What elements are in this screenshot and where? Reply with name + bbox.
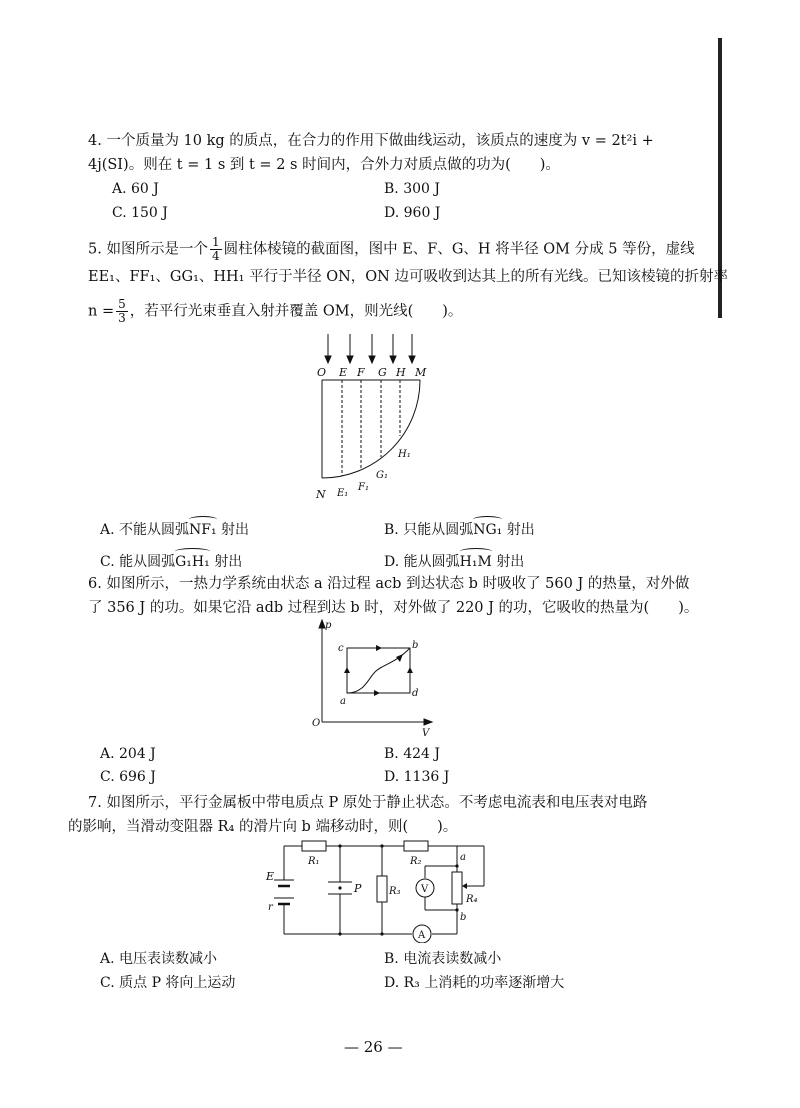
q5-line3-start: n = [88,303,115,320]
label-R3: R₃ [389,886,401,897]
q6-line2: 了 356 J 的功。如果它沿 adb 过程到达 b 时，对外做了 220 J 的功，它吸收的热量为( )。 [88,600,699,616]
q4-line1: 4. 一个质量为 10 kg 的质点，在合力的作用下做曲线运动，该质点的速度为 v = 2t²i + [88,133,654,149]
q4-option-c: C. 150 J [112,205,168,221]
q5-line1-end: 圆柱体棱镜的截面图，图中 E、F、G、H 将半径 OM 分成 5 等份，虚线 [223,241,695,258]
q6-option-d: D. 1136 J [384,769,450,785]
label-F1: F₁ [358,482,369,493]
axis-label-V: V [422,728,430,739]
point-label-d: d [412,688,419,699]
q6-pv-diagram [310,616,440,740]
q5-c-arc: G₁H₁ [175,550,210,571]
q5-fraction-n [116,298,128,325]
particle-P [338,886,341,889]
node-a [455,864,458,867]
q4-line2: 4j(SI)。则在 t = 1 s 到 t = 2 s 时间内，合外力对质点做的功为( )。 [88,157,560,173]
label-b: b [460,912,467,923]
q5-option-d [384,550,524,571]
q5-option-b [384,518,535,539]
q5-line1-start: 5. 如图所示是一个 [88,241,208,258]
label-R2: R₂ [410,856,422,867]
origin-label-O: O [312,718,321,729]
q5-option-a [100,518,249,539]
arrow-curve [396,654,403,662]
label-r: r [268,902,273,913]
label-G1: G₁ [376,470,388,481]
q5-frac2-num: 5 [118,297,126,311]
arc-NM [322,380,420,478]
page-number: — 26 — [344,1038,403,1056]
curve-ab [347,648,410,693]
resistor-R2 [404,841,428,851]
arrow-ac [344,667,350,673]
q5-b-prefix: B. 只能从圆弧 [384,522,474,538]
node-b [455,908,458,911]
label-G: G [378,366,387,379]
q4-option-b: B. 300 J [384,181,440,197]
q4-option-d: D. 960 J [384,205,441,221]
q5-a-arc: NF₁ [189,518,217,539]
label-O: O [317,366,327,379]
label-R4: R₄ [466,894,478,905]
arrow-cb [376,645,382,651]
q5-prism-figure [300,330,450,505]
q6-option-c: C. 696 J [100,769,156,785]
process-rectangle [347,648,410,693]
label-N: N [316,488,326,501]
q5-frac1-num: 1 [211,235,220,249]
q7-option-d: D. R₃ 上消耗的功率逐渐增大 [384,975,565,991]
q5-d-prefix: D. 能从圆弧 [384,554,460,570]
q5-line2: EE₁、FF₁、GG₁、HH₁ 平行于半径 ON，ON 边可吸收到达其上的所有光线。已知该棱镜的折射率 [88,269,728,285]
q5-fraction-quarter [210,236,222,263]
q5-line3 [88,298,462,325]
q5-frac1-den: 4 [211,249,220,263]
q7-option-b: B. 电流表读数减小 [384,951,502,967]
label-E: E [266,870,275,883]
q5-line3-end: ，若平行光束垂直入射并覆盖 OM，则光线( )。 [129,303,463,320]
q5-c-suffix: 射出 [209,554,243,570]
label-A: A [418,930,426,941]
label-R1: R₁ [308,856,320,867]
label-a: a [460,852,466,863]
q6-option-b: B. 424 J [384,746,440,762]
q7-option-c: C. 质点 P 将向上运动 [100,975,236,991]
arrow-db [407,667,413,673]
label-E1: E₁ [337,488,349,499]
slider-arrow [462,883,467,889]
q5-frac2-den: 3 [118,311,126,325]
axis-label-p: p [325,620,332,631]
q5-d-suffix: 射出 [491,554,525,570]
label-H: H [396,366,406,379]
q7-line1: 7. 如图所示，平行金属板中带电质点 P 原处于静止状态。不考虑电流表和电压表对电路 [88,795,648,811]
q4-option-a: A. 60 J [112,181,159,197]
q5-b-arc: NG₁ [473,518,502,539]
q6-line1: 6. 如图所示，一热力学系统由状态 a 沿过程 acb 到达状态 b 时吸收了 560 J 的热量，对外做 [88,576,690,592]
resistor-R4 [452,872,462,904]
q7-circuit-diagram [262,838,502,943]
resistor-R1 [302,841,326,851]
label-E: E [339,366,348,379]
label-V: V [421,884,429,895]
point-label-c: c [338,643,344,654]
label-H1: H₁ [398,449,411,460]
q5-b-suffix: 射出 [502,522,535,538]
q5-c-prefix: C. 能从圆弧 [100,554,176,570]
q5-a-prefix: A. 不能从圆弧 [100,522,190,538]
q7-line2: 的影响，当滑动变阻器 R₄ 的滑片向 b 端移动时，则( )。 [68,819,458,835]
resistor-R3 [377,876,387,902]
q7-option-a: A. 电压表读数减小 [100,951,218,967]
q5-a-suffix: 射出 [216,522,250,538]
label-F: F [357,366,365,379]
label-M: M [415,366,427,379]
q5-line1 [88,236,695,263]
point-label-a: a [340,696,346,707]
q6-option-a: A. 204 J [100,746,156,762]
arrow-ad [374,690,380,696]
q5-option-c [100,550,242,571]
q5-d-arc: H₁M [460,550,492,571]
label-P: P [354,882,362,895]
point-label-b: b [412,640,419,651]
